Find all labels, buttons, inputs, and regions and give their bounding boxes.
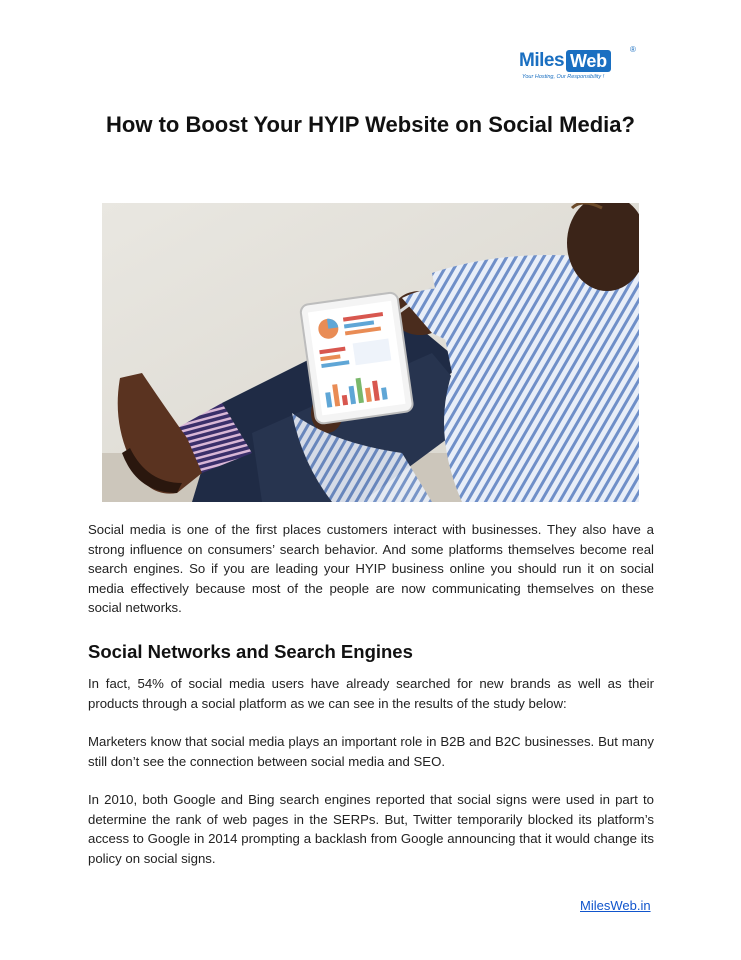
logo-miles-text: Miles <box>519 50 565 71</box>
man-with-tablet-illustration <box>102 203 639 502</box>
logo-wordmark <box>519 49 611 73</box>
milesweb-logo <box>519 45 641 85</box>
paragraph-1: In fact, 54% of social media users have already searched for new brands as well as their products through a social platform as we can see in the results of the study below: <box>88 676 654 711</box>
section-heading: Social Networks and Search Engines <box>88 641 413 662</box>
paragraph-2: Marketers know that social media plays an important role in B2B and B2C businesses. But many still don’t see the connection between social media and SEO. <box>88 734 654 769</box>
logo-web-text: Web <box>566 50 611 72</box>
intro-paragraph: Social media is one of the first places customers interact with businesses. They also have a strong influence on consumers’ search behavior. And some platforms themselves become real search engines. So if you are leading your HYIP business online you should run it on social media effectively because most of the people are now communicating themselves on these social networks. <box>88 522 654 615</box>
registered-mark: ® <box>630 45 636 54</box>
paragraph-3: In 2010, both Google and Bing search engines reported that social signs were used in part to determine the rank of web pages in the SERPs. But, Twitter temporarily blocked its platform’s access to Google in 2014 prompting a backlash from Google announcing that it would change its policy on social signs. <box>88 792 654 866</box>
document-title: How to Boost Your HYIP Website on Social Media? <box>106 112 635 137</box>
hero-image <box>102 203 639 502</box>
footer-milesweb-link[interactable]: MilesWeb.in <box>580 898 651 913</box>
logo-tagline: Your Hosting, Our Responsibility ! <box>522 74 605 80</box>
